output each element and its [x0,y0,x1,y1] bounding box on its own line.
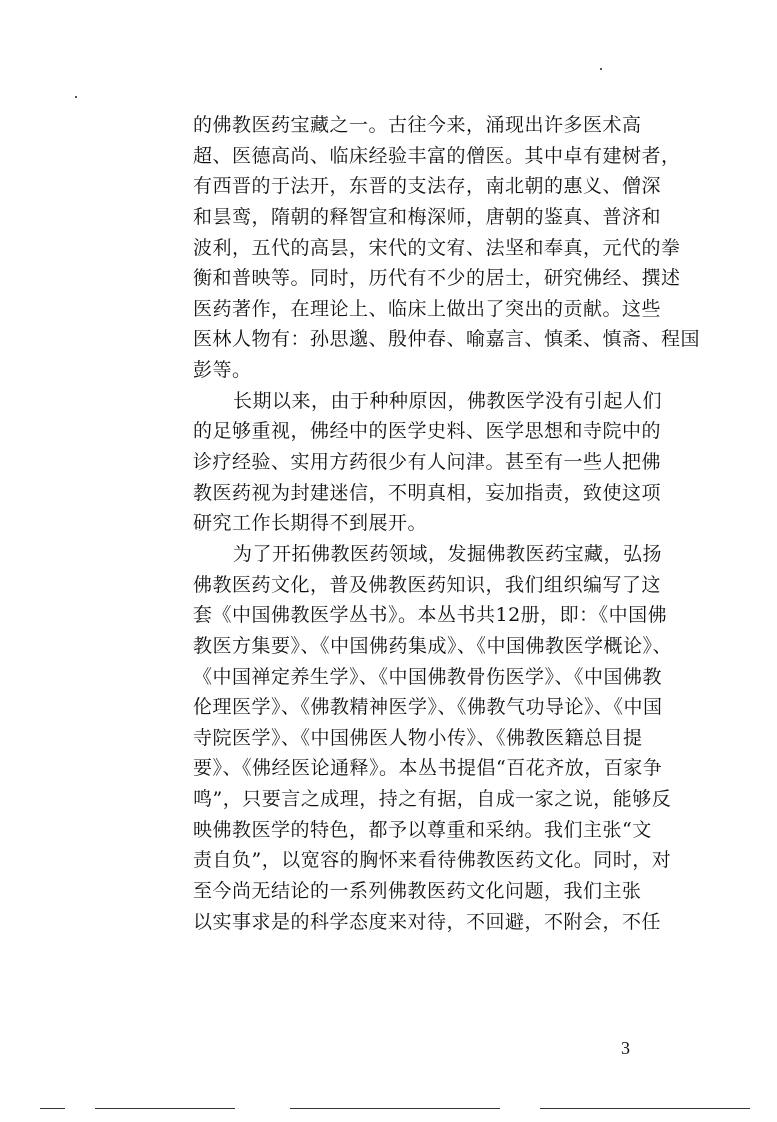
text-line: 和昙鸾，隋朝的释智宣和梅深师，唐朝的鉴真、普济和 [193,205,662,228]
text-line: 以实事求是的科学态度来对待，不回避，不附会，不任 [193,910,662,933]
text-line: 波利，五代的高昙，宋代的文宥、法坚和奉真，元代的拳 [193,236,681,259]
text-line: 医药著作，在理论上、临床上做出了突出的贡献。这些 [193,297,662,320]
text-line: 研究工作长期得不到展开。 [193,512,428,535]
text-line: 有西晋的于法开，东晋的支法存，南北朝的惠义、僧深 [193,175,662,198]
text-line: 的佛教医药宝藏之一。古往今来，涌现出许多医术高 [193,114,642,136]
text-line: 的足够重视，佛经中的医学史料、医学思想和寺院中的 [193,420,662,443]
body-text [193,110,733,937]
text-line: 伦理医学》、《佛教精神医学》、《佛教气功导论》、《中国 [193,696,663,719]
text-line: 超、医德高尚、临床经验丰富的僧医。其中卓有建树者， [193,144,681,167]
scan-speck [600,68,602,70]
text-line: 诊疗经验、实用方药很少有人问津。甚至有一些人把佛 [193,451,662,474]
footer-rule [40,1108,65,1109]
text-line: 衡和普映等。同时，历代有不少的居士，研究佛经、撰述 [193,267,681,290]
scan-speck [75,96,77,98]
text-line: 为了开拓佛教医药领域，发掘佛教医药宝藏，弘扬 [233,542,663,565]
text-line: 彭等。 [193,359,252,382]
text-line: 教医药视为封建迷信，不明真相，妄加指责，致使这项 [193,481,662,504]
text-line: 要》、《佛经医论通释》。本丛书提倡“百花齐放，百家争 [193,757,663,780]
text-line: 鸣”，只要言之成理，持之有据，自成一家之说，能够反 [193,788,672,811]
text-line: 责自负”，以宽容的胸怀来看待佛教医药文化。同时，对 [193,849,672,872]
text-line: 《中国禅定养生学》、《中国佛教骨伤医学》、《中国佛教 [193,665,663,688]
footer-rule [95,1108,235,1109]
text-line: 长期以来，由于种种原因，佛教医学没有引起人们 [233,389,663,412]
footer-rule [290,1108,500,1109]
text-line: 套《中国佛教医学丛书》。本丛书共12册，即：《中国佛 [193,604,668,627]
text-line: 教医方集要》、《中国佛药集成》、《中国佛教医学概论》、 [193,634,673,657]
text-line: 佛教医药文化，普及佛教医药知识，我们组织编写了这 [193,573,662,596]
footer-rule [540,1108,750,1109]
text-line: 至今尚无结论的一系列佛教医药文化问题，我们主张 [193,880,642,903]
page-number: 3 [621,1038,630,1058]
text-line: 寺院医学》、《中国佛医人物小传》、《佛教医籍总目提 [193,726,643,749]
text-line: 映佛教医学的特色，都予以尊重和采纳。我们主张“文 [193,818,652,841]
text-line: 医林人物有：孙思邈、殷仲春、喻嘉言、慎柔、慎斋、程国 [193,328,701,351]
